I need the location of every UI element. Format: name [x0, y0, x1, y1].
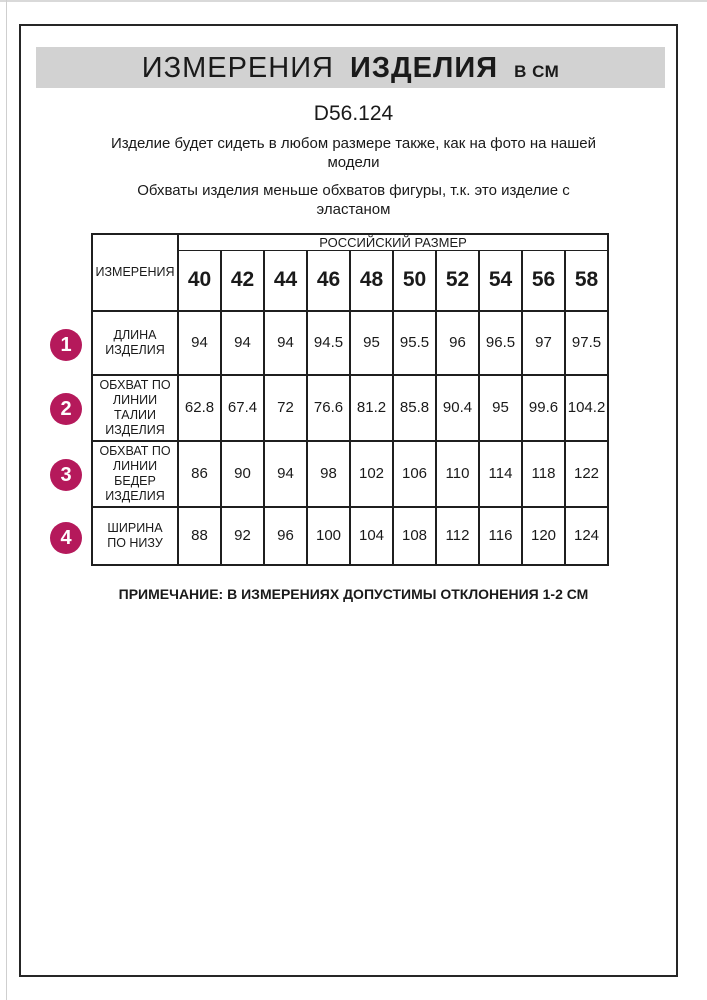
measurement-value-cell: 72 — [264, 375, 307, 441]
group-header: РОССИЙСКИЙ РАЗМЕР — [178, 234, 608, 251]
page-title-unit: В СМ — [514, 62, 560, 81]
size-col-header: 58 — [565, 251, 608, 311]
measurement-label: ДЛИНА ИЗДЕЛИЯ — [92, 311, 178, 375]
measurement-value-cell: 86 — [178, 441, 221, 507]
measurement-value-cell: 98 — [307, 441, 350, 507]
measurement-value-cell: 120 — [522, 507, 565, 565]
size-col-header: 40 — [178, 251, 221, 311]
measurement-label: ШИРИНА ПО НИЗУ — [92, 507, 178, 565]
title-bar — [36, 47, 665, 88]
row-number-badge: 4 — [50, 522, 82, 554]
row-number-badge: 3 — [50, 459, 82, 491]
table-row — [92, 375, 608, 441]
row-number-badge: 1 — [50, 329, 82, 361]
measurement-value-cell: 94.5 — [307, 311, 350, 375]
table-row — [92, 311, 608, 375]
measurement-value-cell: 81.2 — [350, 375, 393, 441]
measurement-label: ОБХВАТ ПО ЛИНИИ БЕДЕР ИЗДЕЛИЯ — [92, 441, 178, 507]
measurement-label: ОБХВАТ ПО ЛИНИИ ТАЛИИ ИЗДЕЛИЯ — [92, 375, 178, 441]
measurement-value-cell: 96 — [436, 311, 479, 375]
table-group-header-row — [92, 234, 608, 251]
size-col-header: 46 — [307, 251, 350, 311]
size-table-wrapper — [91, 233, 609, 566]
measurement-value-cell: 102 — [350, 441, 393, 507]
measurement-value-cell: 114 — [479, 441, 522, 507]
fit-note-paragraph: Изделие будет сидеть в любом размере также, как на фото на нашей модели — [110, 135, 597, 171]
measurement-value-cell: 108 — [393, 507, 436, 565]
size-col-header: 42 — [221, 251, 264, 311]
measurement-value-cell: 90 — [221, 441, 264, 507]
measurement-value-cell: 95.5 — [393, 311, 436, 375]
scan-artifact-top-line — [0, 0, 707, 2]
measurement-value-cell: 97.5 — [565, 311, 608, 375]
scan-artifact-left-line — [6, 0, 7, 1000]
measurement-value-cell: 94 — [264, 441, 307, 507]
size-col-header: 50 — [393, 251, 436, 311]
size-col-header: 56 — [522, 251, 565, 311]
tolerance-note: ПРИМЕЧАНИЕ: В ИЗМЕРЕНИЯХ ДОПУСТИМЫ ОТКЛОНЕНИЯ 1-2 СМ — [118, 586, 589, 602]
page-title-emphasis: ИЗДЕЛИЯ — [350, 52, 499, 84]
measurement-value-cell: 104.2 — [565, 375, 608, 441]
measurement-value-cell: 118 — [522, 441, 565, 507]
size-col-header: 52 — [436, 251, 479, 311]
page-title-main: ИЗМЕРЕНИЯ — [141, 52, 334, 84]
measurement-value-cell: 122 — [565, 441, 608, 507]
measurement-value-cell: 94 — [221, 311, 264, 375]
measurement-value-cell: 94 — [178, 311, 221, 375]
measurement-value-cell: 90.4 — [436, 375, 479, 441]
size-col-header: 48 — [350, 251, 393, 311]
size-col-header: 54 — [479, 251, 522, 311]
measurement-value-cell: 99.6 — [522, 375, 565, 441]
measurement-value-cell: 110 — [436, 441, 479, 507]
measurement-value-cell: 100 — [307, 507, 350, 565]
measurement-value-cell: 97 — [522, 311, 565, 375]
size-col-header: 44 — [264, 251, 307, 311]
measurement-value-cell: 85.8 — [393, 375, 436, 441]
corner-header: ИЗМЕРЕНИЯ — [92, 234, 178, 311]
measurement-value-cell: 106 — [393, 441, 436, 507]
measurement-value-cell: 112 — [436, 507, 479, 565]
size-table — [91, 233, 609, 566]
elastane-note-paragraph: Обхваты изделия меньше обхватов фигуры, т.к. это изделие с эластаном — [137, 182, 570, 218]
table-row — [92, 441, 608, 507]
measurement-value-cell: 124 — [565, 507, 608, 565]
measurement-value-cell: 96.5 — [479, 311, 522, 375]
measurement-value-cell: 76.6 — [307, 375, 350, 441]
measurement-value-cell: 104 — [350, 507, 393, 565]
measurement-value-cell: 88 — [178, 507, 221, 565]
measurement-value-cell: 92 — [221, 507, 264, 565]
measurement-value-cell: 96 — [264, 507, 307, 565]
measurement-value-cell: 95 — [350, 311, 393, 375]
measurement-value-cell: 62.8 — [178, 375, 221, 441]
table-row — [92, 507, 608, 565]
measurement-value-cell: 95 — [479, 375, 522, 441]
measurement-value-cell: 67.4 — [221, 375, 264, 441]
measurement-value-cell: 116 — [479, 507, 522, 565]
measurement-value-cell: 94 — [264, 311, 307, 375]
row-number-badge: 2 — [50, 393, 82, 425]
product-code: D56.124 — [313, 102, 394, 125]
